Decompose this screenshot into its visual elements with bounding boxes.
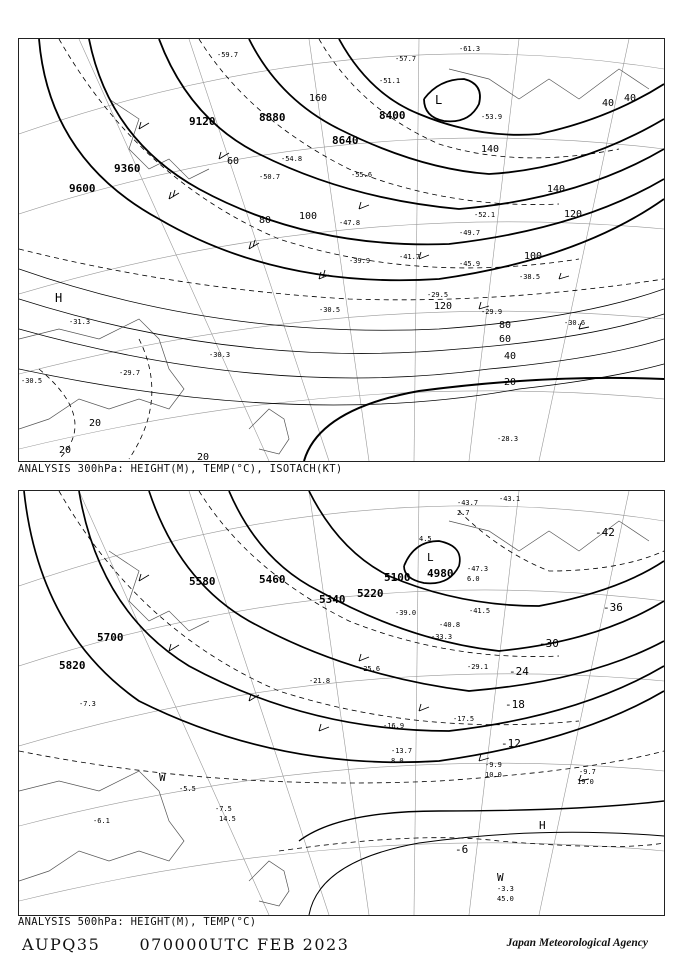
height-label: 9600 [69,182,96,195]
low-pressure-center: L [435,93,443,107]
coastline-500 [19,521,649,906]
height-label: 8640 [332,134,359,147]
station-label: 2.7 [457,509,470,517]
station-label: 45.0 [497,895,514,903]
temp-label: -52.1 [474,211,496,219]
station-label: -43.7 [457,499,479,507]
isotach-label: 160 [309,93,328,104]
height-label: 9360 [114,162,141,175]
wind-barbs-300 [139,122,589,329]
temp-label: -30.3 [209,351,231,359]
temp-label: -41.7 [399,253,421,261]
station-label: -13.7 [391,747,413,755]
map-500hpa-canvas [19,491,664,915]
valid-time: 070000UTC FEB 2023 [139,935,350,954]
isotherm-label: -24 [509,665,529,678]
height-label: 9120 [189,115,216,128]
height-label: 4980 [427,567,454,580]
temp-label: -29.9 [481,308,503,316]
caption-300hpa: ANALYSIS 300hPa: HEIGHT(M), TEMP(°C), ISOTACH(KT) [18,463,343,475]
height-label: 5460 [259,573,286,586]
height-contour-south [309,832,664,915]
isotach-label: 100 [524,251,543,262]
station-label: -5.5 [179,785,196,793]
isotach-20-bold [304,378,664,461]
temp-label: -59.7 [217,51,239,59]
map-panel-500hpa [18,490,665,916]
station-label: -9.9 [485,761,502,769]
temp-label: -61.3 [459,45,481,53]
isotach-label: 60 [499,334,512,345]
isotach-label: 20 [504,377,517,388]
isotach-label: 140 [547,184,566,195]
temp-label: -47.8 [339,219,361,227]
isotach-label: 60 [227,156,240,167]
station-label: -25.6 [359,665,381,673]
low-pressure-center: L [427,551,434,564]
high-pressure-center: H [539,819,546,832]
isotach-label: 120 [434,301,453,312]
station-label: -33.3 [431,633,453,641]
isotherm-label: -6 [455,843,469,856]
isotach-label: 120 [564,209,583,220]
graticule-300 [19,39,664,461]
isotachs-300 [19,269,664,405]
isotherm-label: -30 [539,637,559,650]
station-label: -40.8 [439,621,461,629]
height-label: 5340 [319,593,346,606]
station-label: -29.1 [467,663,489,671]
station-label: -3.3 [497,885,514,893]
station-label: -39.0 [395,609,417,617]
temp-label: -51.1 [379,77,401,85]
temp-label: -29.7 [119,369,141,377]
temp-label: -30.5 [21,377,43,385]
height-label: 8400 [379,109,406,122]
station-label: -6.1 [93,817,110,825]
agency-name: Japan Meteorological Agency [506,937,648,949]
isotherms-500 [19,491,664,851]
height-label: 5700 [97,631,124,644]
station-label: -47.3 [467,565,489,573]
temp-label: -45.9 [459,260,481,268]
station-label: 4.5 [419,535,432,543]
station-label: 8.0 [391,757,404,765]
station-label: 6.0 [467,575,480,583]
temp-label: -49.7 [459,229,481,237]
temp-label: -54.8 [281,155,303,163]
isotherm-label: -12 [501,737,521,750]
chart-code: AUPQ35 [22,935,101,954]
warm-center: W [159,771,166,784]
isotach-label: 100 [299,211,318,222]
station-label: -16.9 [383,722,405,730]
isotach-label: 20 [89,418,102,429]
temp-label: -57.7 [395,55,417,63]
temp-label: -38.5 [519,273,541,281]
isotach-label: 140 [481,144,500,155]
station-label: -17.5 [453,715,475,723]
isotach-label: 40 [624,93,637,104]
graticule-500 [19,491,664,915]
temp-label: -30.6 [564,319,586,327]
temp-label: -39.9 [349,257,371,265]
caption-500hpa: ANALYSIS 500hPa: HEIGHT(M), TEMP(°C) [18,916,257,928]
station-label: -41.5 [469,607,491,615]
isotherm-label: -42 [595,526,615,539]
map-300hpa-canvas [19,39,664,461]
isotach-label: 20 [197,452,210,461]
isotach-label: 80 [259,215,272,226]
station-label: -43.1 [499,495,521,503]
isotach-label: 20 [59,445,72,456]
station-label: -7.3 [79,700,96,708]
high-pressure-center: H [55,291,63,305]
station-label: 19.0 [577,778,594,786]
height-label: 5100 [384,571,411,584]
temp-label: -31.3 [69,318,91,326]
height-contours-300 [39,39,664,280]
warm-center: W [497,871,504,884]
temp-label: -30.5 [319,306,341,314]
height-label: 5820 [59,659,86,672]
chart-identifier [22,935,349,954]
station-label: -9.7 [579,768,596,776]
height-label: 5580 [189,575,216,588]
temp-label: -53.9 [481,113,503,121]
height-label: 8880 [259,111,286,124]
isotach-label: 40 [504,351,517,362]
isotach-label: 40 [602,98,615,109]
map-panel-300hpa [18,38,665,462]
temp-label: -50.7 [259,173,281,181]
temp-label: -55.6 [351,171,373,179]
station-label: -7.5 [215,805,232,813]
station-label: -21.8 [309,677,331,685]
height-label: 5220 [357,587,384,600]
temp-label: -29.5 [427,291,449,299]
temp-label: -28.3 [497,435,519,443]
isotach-label: 80 [499,320,512,331]
isotherm-label: -36 [603,601,623,614]
station-label: 14.5 [219,815,236,823]
station-label: 10.0 [485,771,502,779]
isotherm-label: -18 [505,698,525,711]
